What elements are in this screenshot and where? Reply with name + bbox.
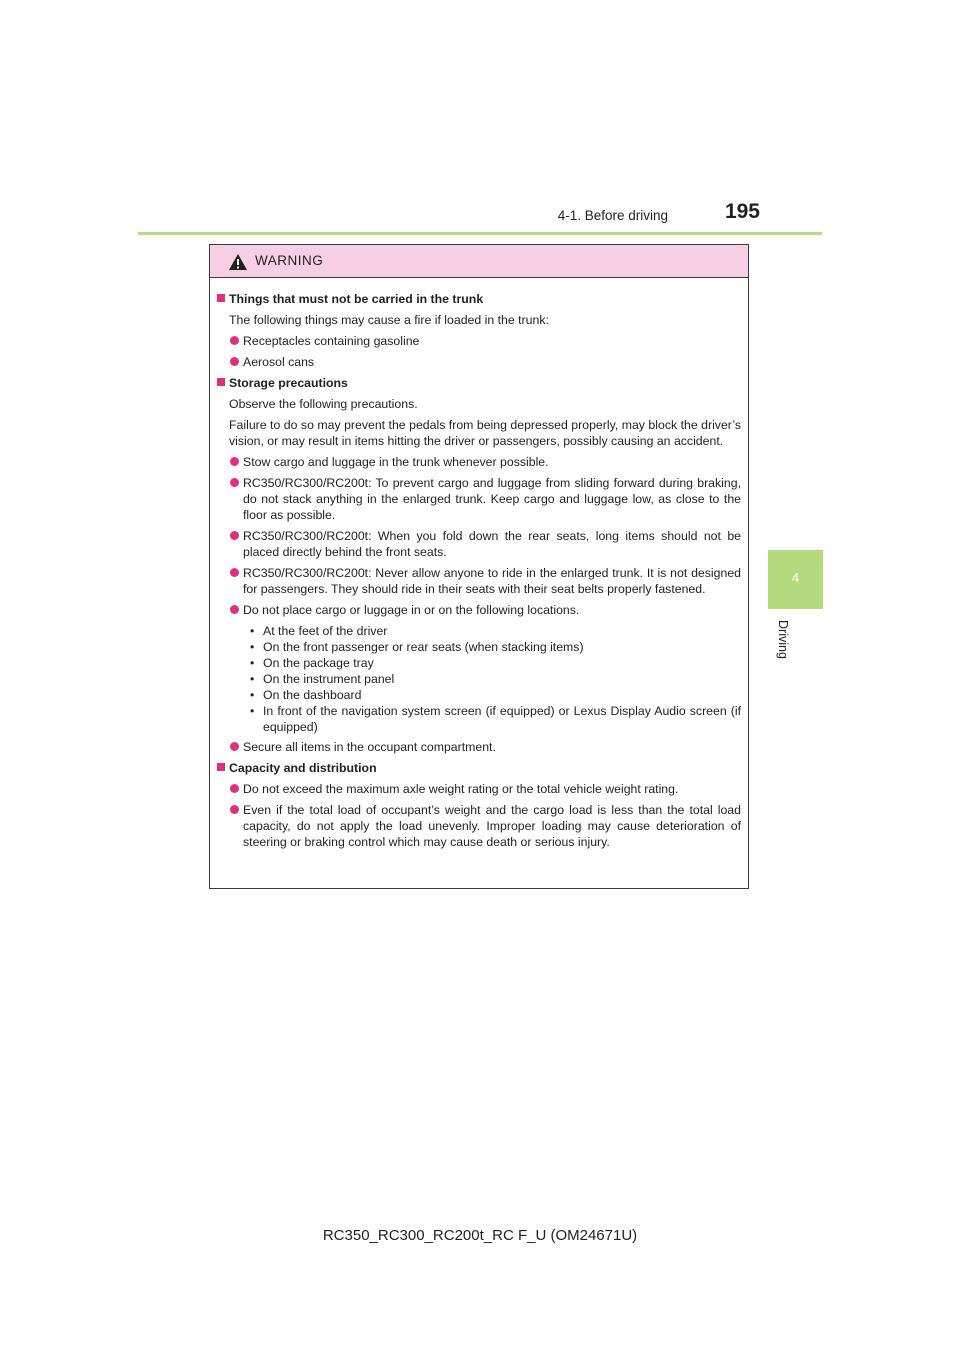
sub-list-text: On the dashboard bbox=[263, 688, 362, 702]
round-bullet-icon bbox=[230, 357, 239, 366]
bullet-text: RC350/RC300/RC200t: Never allow anyone to ride in the enlarged trunk. It is not designed for passengers. They should ride in their seats with their seat belts properly fastened. bbox=[243, 566, 741, 596]
sub-list bbox=[217, 623, 741, 735]
square-bullet-icon bbox=[217, 378, 225, 386]
sub-list-item bbox=[249, 623, 741, 639]
bullet-text: Aerosol cans bbox=[243, 355, 315, 369]
round-bullet-icon bbox=[230, 605, 239, 614]
warning-box bbox=[209, 244, 749, 889]
sub-list-item bbox=[249, 655, 741, 671]
section-heading bbox=[217, 760, 741, 776]
chapter-number: 4 bbox=[791, 570, 800, 585]
sub-list-item bbox=[249, 703, 741, 735]
bullet-item bbox=[217, 781, 741, 797]
round-bullet-icon bbox=[230, 336, 239, 345]
bullet-item bbox=[217, 802, 741, 850]
round-bullet-icon bbox=[230, 568, 239, 577]
dot-bullet-icon: • bbox=[250, 672, 255, 686]
sub-list-text: In front of the navigation system screen (if equipped) or Lexus Display Audio screen (if equipped) bbox=[263, 704, 741, 734]
bullet-item bbox=[217, 454, 741, 470]
round-bullet-icon bbox=[230, 784, 239, 793]
warning-header bbox=[210, 245, 748, 278]
sub-list-text: On the package tray bbox=[263, 656, 374, 670]
bullet-item bbox=[217, 475, 741, 523]
round-bullet-icon bbox=[230, 531, 239, 540]
bullet-item bbox=[217, 333, 741, 349]
section-heading bbox=[217, 375, 741, 391]
warning-title: WARNING bbox=[255, 253, 324, 268]
manual-code: RC350_RC300_RC200t_RC F_U (OM24671U) bbox=[322, 1227, 638, 1244]
dot-bullet-icon: • bbox=[250, 688, 255, 702]
dot-bullet-icon: • bbox=[250, 640, 255, 654]
header-rule bbox=[138, 232, 822, 235]
sub-list-item bbox=[249, 671, 741, 687]
section-title: 4-1. Before driving bbox=[557, 208, 668, 223]
section-heading-text: Storage precautions bbox=[229, 376, 348, 390]
bullet-text: Do not place cargo or luggage in or on the following locations. bbox=[243, 603, 580, 617]
square-bullet-icon bbox=[217, 763, 225, 771]
section-heading-text: Capacity and distribution bbox=[229, 761, 377, 775]
bullet-item bbox=[217, 528, 741, 560]
warning-section bbox=[217, 760, 741, 850]
dot-bullet-icon: • bbox=[250, 704, 255, 718]
warning-section bbox=[217, 291, 741, 370]
bullet-text: Do not exceed the maximum axle weight rating or the total vehicle weight rating. bbox=[243, 782, 679, 796]
bullet-item bbox=[217, 602, 741, 618]
dot-bullet-icon: • bbox=[250, 624, 255, 638]
section-heading bbox=[217, 291, 741, 307]
round-bullet-icon bbox=[230, 742, 239, 751]
section-paragraph: Observe the following precautions. bbox=[229, 397, 418, 411]
bullet-text: RC350/RC300/RC200t: To prevent cargo and luggage from sliding forward during braking, do not stack anything in the enlarged trunk. Keep cargo and luggage low, as close to the floor as possible. bbox=[243, 476, 741, 522]
bullet-text: RC350/RC300/RC200t: When you fold down the rear seats, long items should not be placed directly behind the front seats. bbox=[243, 529, 741, 559]
sub-list-text: At the feet of the driver bbox=[263, 624, 388, 638]
sub-list-text: On the front passenger or rear seats (when stacking items) bbox=[263, 640, 584, 654]
bullet-text: Receptacles containing gasoline bbox=[243, 334, 420, 348]
sub-list-item bbox=[249, 687, 741, 703]
warning-body bbox=[210, 278, 748, 850]
sub-list-text: On the instrument panel bbox=[263, 672, 395, 686]
page-number: 195 bbox=[724, 200, 760, 223]
section-heading-text: Things that must not be carried in the trunk bbox=[229, 292, 484, 306]
bullet-item bbox=[217, 739, 741, 755]
bullet-text: Secure all items in the occupant compartment. bbox=[243, 740, 496, 754]
section-paragraph: The following things may cause a fire if loaded in the trunk: bbox=[229, 313, 549, 327]
bullet-text: Even if the total load of occupant’s weight and the cargo load is less than the total load capacity, do not apply the load unevenly. Improper loading may cause deterioration of steering or braking control which may cause death or serious injury. bbox=[243, 803, 741, 849]
square-bullet-icon bbox=[217, 294, 225, 302]
round-bullet-icon bbox=[230, 805, 239, 814]
section-paragraph: Failure to do so may prevent the pedals from being depressed properly, may block the driver’s vision, or may result in items hitting the driver or passengers, possibly causing an accident. bbox=[229, 418, 741, 448]
bullet-text: Stow cargo and luggage in the trunk whenever possible. bbox=[243, 455, 549, 469]
sub-list-item bbox=[249, 639, 741, 655]
warning-section bbox=[217, 375, 741, 755]
round-bullet-icon bbox=[230, 457, 239, 466]
bullet-item bbox=[217, 565, 741, 597]
bullet-item bbox=[217, 354, 741, 370]
warning-triangle-icon bbox=[228, 253, 248, 271]
chapter-label: Driving bbox=[776, 620, 790, 659]
dot-bullet-icon: • bbox=[250, 656, 255, 670]
round-bullet-icon bbox=[230, 478, 239, 487]
